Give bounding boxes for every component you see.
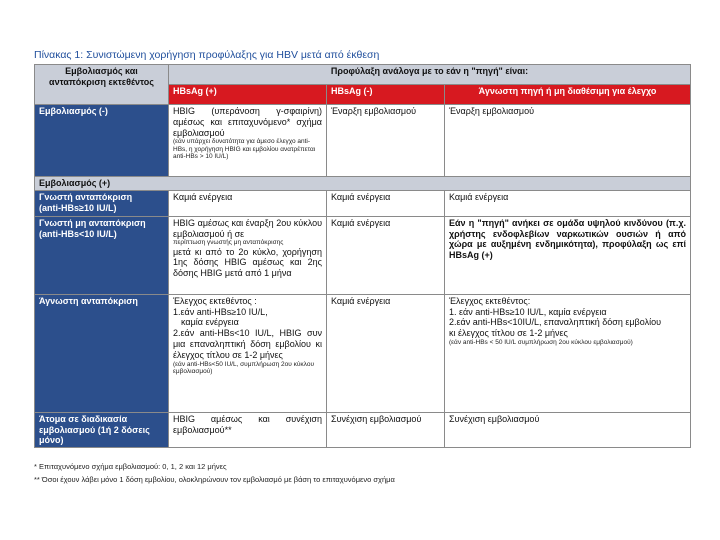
- unvaccinated-note: (εάν υπάρχει δυνατότητα για άμεσο έλεγχο anti-HBs, η χορήγηση HBIG και εμβολίου ανατρέπεται anti-HBs > 10 IU/L): [173, 138, 316, 160]
- known-responder-label-1: Γνωστή ανταπόκριση: [39, 191, 133, 202]
- cell-known-nonresponder-hbsag-positive: [169, 216, 327, 294]
- footnote-1: * Επιταχυνόμενο σχήμα εμβολιασμού: 0, 1, 2 και 12 μήνες: [34, 462, 227, 471]
- known-nonresponder-label-1: Γνωστή μη ανταπόκριση: [39, 217, 146, 228]
- header-unknown-source: Άγνωστη πηγή ή μη διαθέσιμη για έλεγχο: [445, 85, 691, 105]
- row-unknown-response: [35, 294, 691, 412]
- prophylaxis-table: [34, 64, 691, 448]
- cell-in-progress-hbsag-positive: HBIG αμέσως και συνέχιση εμβολιασμού**: [169, 412, 327, 447]
- unvaccinated-hbig-text: HBIG (υπεράνοση γ-σφαιρίνη) αμέσως και επιταχυνόμενο* σχήμα εμβολιασμού: [173, 106, 322, 138]
- unknown-response-step1: 1.εάν anti-HBs≥10 IU/L,: [173, 306, 268, 317]
- known-responder-label-2: (anti-HBs≥10 IU/L): [39, 202, 117, 213]
- cell-known-responder-unknown: Καμιά ενέργεια: [445, 190, 691, 216]
- unknown-response-step1-action: καμία ενέργεια: [181, 317, 239, 328]
- cell-in-progress-hbsag-negative: Συνέχιση εμβολιασμού: [327, 412, 445, 447]
- unknown-source-step2-check: κι έλεγχος τίτλου σε 1-2 μήνες: [449, 328, 568, 339]
- footnote-2: ** Όσοι έχουν λάβει μόνο 1 δόση εμβολίου, ολοκληρώνουν τον εμβολιασμό με βάση το επιταχυνόμενο σχήμα: [34, 475, 395, 484]
- row-vaccinated: [35, 177, 691, 191]
- cell-known-responder-hbsag-negative: Καμιά ενέργεια: [327, 190, 445, 216]
- header-hbsag-positive: HBsAg (+): [169, 85, 327, 105]
- cell-unknown-response-hbsag-negative: Καμιά ενέργεια: [327, 294, 445, 412]
- known-nonresponder-label-2: (anti-HBs<10 IU/L): [39, 228, 117, 239]
- header-hbsag-negative: HBsAg (-): [327, 85, 445, 105]
- cell-unvaccinated-hbsag-negative: Έναρξη εμβολιασμού: [327, 105, 445, 177]
- unknown-response-check: Έλεγχος εκτεθέντος :: [173, 295, 257, 306]
- label-unvaccinated: Εμβολιασμός (-): [35, 105, 169, 177]
- unknown-source-step1: 1. εάν anti-HBs≥10 IU/L, καμία ενέργεια: [449, 306, 607, 317]
- unknown-response-note: (εάν anti-HBs<50 IU/L, συμπλήρωση 2ου κύκλου εμβολιασμού): [173, 360, 314, 375]
- unknown-response-step2: 2.εάν anti-HBs<10 IU/L, HBIG συν μια επαναληπτική δόση εμβολίου κι έλεγχος τίτλου σε 1-2 μήνες: [173, 328, 322, 360]
- label-vaccinated: Εμβολιασμός (+): [35, 177, 691, 191]
- nonresponder-note: περίπτωση γνωστής μη ανταπόκρισης: [173, 239, 284, 247]
- cell-known-nonresponder-hbsag-negative: Καμιά ενέργεια: [327, 216, 445, 294]
- in-progress-label-2: εμβολιασμού (1ή 2 δόσεις μόνο): [39, 424, 150, 446]
- row-unvaccinated: [35, 105, 691, 177]
- cell-unvaccinated-hbsag-positive: [169, 105, 327, 177]
- label-in-progress: [35, 412, 169, 447]
- header-vaccination-response: Εμβολιασμός και ανταπόκριση εκτεθέντος: [35, 65, 169, 105]
- cell-unknown-response-hbsag-positive: [169, 294, 327, 412]
- unknown-source-step2: 2.εάν anti-HBs<10IU/L, επαναληπτική δόση εμβολίου: [449, 317, 661, 328]
- in-progress-label-1: Άτομα σε διαδικασία: [39, 413, 128, 424]
- label-known-responder: [35, 190, 169, 216]
- row-in-progress: [35, 412, 691, 447]
- header-row-top: [35, 65, 691, 85]
- cell-known-nonresponder-unknown: Εάν η "πηγή" ανήκει σε ομάδα υψηλού κινδύνου (π.χ. χρήστης ενδοφλεβίων ναρκωτικών ουσιών ή από χώρα με αυξημένη ενδημικότητα), προφύλαξη ως επί HBsAg (+): [445, 216, 691, 294]
- cell-unvaccinated-unknown: Έναρξη εμβολιασμού: [445, 105, 691, 177]
- nonresponder-hbig-text: HBIG αμέσως και έναρξη 2ου κύκλου εμβολιασμού ή σε: [173, 217, 322, 239]
- nonresponder-hbig-rest: μετά κι από το 2ο κύκλο, χορήγηση 1ης δόσης HBIG αμέσως και 2ης δόσης HBIG μετά από 1 μήνα: [173, 246, 322, 279]
- unknown-source-check: Έλεγχος εκτεθέντος:: [449, 295, 531, 306]
- row-known-responder: [35, 190, 691, 216]
- cell-unknown-response-unknown: [445, 294, 691, 412]
- row-known-nonresponder: [35, 216, 691, 294]
- cell-known-responder-hbsag-positive: Καμιά ενέργεια: [169, 190, 327, 216]
- unknown-source-note: (εάν anti-HBs < 50 IU/L συμπλήρωση 2ου κύκλου εμβολιασμού): [449, 338, 633, 346]
- label-known-nonresponder: [35, 216, 169, 294]
- label-unknown-response: Άγνωστη ανταπόκριση: [35, 294, 169, 412]
- cell-in-progress-unknown: Συνέχιση εμβολιασμού: [445, 412, 691, 447]
- header-prophylaxis-source: Προφύλαξη ανάλογα με το εάν η "πηγή" είναι:: [169, 65, 691, 85]
- table-title: Πίνακας 1: Συνιστώμενη χορήγηση προφύλαξης για HBV μετά από έκθεση: [34, 49, 380, 61]
